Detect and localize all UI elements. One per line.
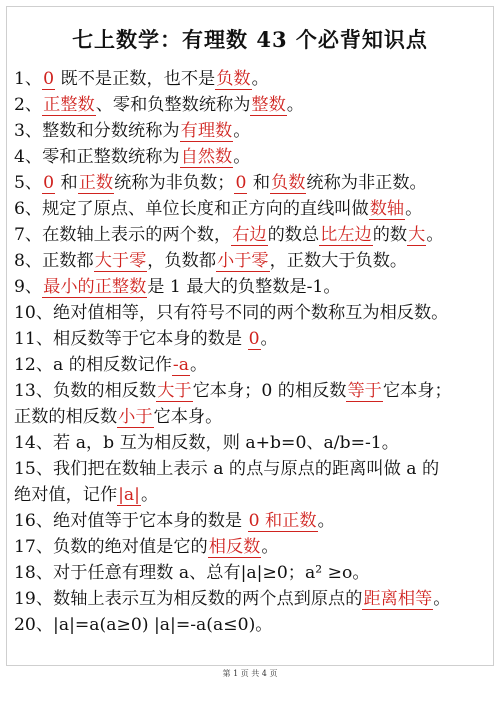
item-text: 12、a 的相反数记作 xyxy=(14,355,172,375)
item-text: 2、 xyxy=(14,95,43,115)
page-title: 七上数学：有理数 43 个必背知识点 xyxy=(72,27,428,52)
answer-blank: 比左边 xyxy=(320,225,372,245)
item-text: 20、|a|=a(a≥0) |a|=-a(a≤0)。 xyxy=(14,615,273,635)
item-text: 。 xyxy=(260,329,278,349)
list-item xyxy=(14,482,498,508)
item-text: 统称为非负数； xyxy=(114,173,235,193)
list-item xyxy=(14,378,498,404)
item-text: 。 xyxy=(405,199,423,219)
answer-blank: 大于 xyxy=(157,381,192,401)
answer-blank: 正数 xyxy=(78,173,114,193)
answer-blank: |a| xyxy=(118,485,140,505)
list-item xyxy=(14,404,498,430)
item-text: 9、 xyxy=(14,277,43,297)
item-text: 。 xyxy=(233,121,251,141)
list-item xyxy=(14,274,498,300)
item-text: 18、对于任意有理数 a、总有|a|≥0；a² ≥o。 xyxy=(14,563,370,583)
answer-blank: 0 xyxy=(248,329,260,349)
list-item xyxy=(14,118,498,144)
answer-blank: 自然数 xyxy=(180,147,233,167)
item-text: 。 xyxy=(140,485,159,505)
item-text: 15、我们把在数轴上表示 a 的点与原点的距离叫做 a 的 xyxy=(14,459,440,479)
answer-blank: 相反数 xyxy=(208,537,261,557)
item-text: 和 xyxy=(55,173,78,193)
item-text: 7、在数轴上表示的两个数， xyxy=(14,225,232,245)
item-text: ，负数都 xyxy=(147,251,217,271)
item-text: 10、绝对值相等，只有符号不同的两个数称互为相反数。 xyxy=(14,303,449,323)
item-text: ，正数大于负数。 xyxy=(269,251,408,271)
item-text: 。 xyxy=(233,147,251,167)
list-item xyxy=(14,248,498,274)
list-item xyxy=(14,92,498,118)
item-text: 它本身。 xyxy=(153,407,223,427)
answer-blank: 距离相等 xyxy=(363,589,433,609)
item-text: 19、数轴上表示互为相反数的两个点到原点的 xyxy=(14,589,363,609)
answer-blank: 右边 xyxy=(232,225,267,245)
list-item xyxy=(14,508,498,534)
answer-blank: 最小的正整数 xyxy=(43,277,147,297)
knowledge-list xyxy=(14,66,498,638)
answer-blank: 大 xyxy=(408,225,426,245)
list-item xyxy=(14,560,498,586)
list-item xyxy=(14,170,498,196)
answer-blank: 正整数 xyxy=(43,95,95,115)
answer-blank: 负数 xyxy=(271,173,306,193)
answer-blank: 0 xyxy=(43,69,55,89)
answer-blank: 0 和正数 xyxy=(248,511,317,531)
item-text: 5、 xyxy=(14,173,43,193)
answer-blank: 小于 xyxy=(118,407,153,427)
item-text: 1、 xyxy=(14,69,43,89)
list-item xyxy=(14,456,498,482)
item-text: 统称为非正数。 xyxy=(306,173,427,193)
item-text: 。 xyxy=(261,537,279,557)
item-text: 3、整数和分数统称为 xyxy=(14,121,180,141)
item-text: 它本身；0 的相反数 xyxy=(192,381,347,401)
answer-blank: 数轴 xyxy=(369,199,405,219)
answer-blank: 等于 xyxy=(347,381,382,401)
list-item xyxy=(14,534,498,560)
item-text: 。 xyxy=(433,589,451,609)
list-item xyxy=(14,222,498,248)
item-text: 、零和负整数统称为 xyxy=(95,95,251,115)
item-text: 的数总 xyxy=(267,225,320,245)
answer-blank: 整数 xyxy=(251,95,286,115)
list-item xyxy=(14,144,498,170)
item-text: 。 xyxy=(426,225,444,245)
item-text: 既不是正数，也不是 xyxy=(55,69,216,89)
item-text: 正数的相反数 xyxy=(14,407,118,427)
list-item xyxy=(14,326,498,352)
list-item xyxy=(14,66,498,92)
list-item xyxy=(14,300,498,326)
answer-blank: 大于零 xyxy=(94,251,147,271)
list-item xyxy=(14,352,498,378)
item-text: 它本身； xyxy=(382,381,452,401)
item-text: 。 xyxy=(189,355,208,375)
answer-blank: 小于零 xyxy=(217,251,269,271)
answer-blank: 有理数 xyxy=(180,121,233,141)
item-text: 11、相反数等于它本身的数是 xyxy=(14,329,248,349)
item-text: 的数 xyxy=(372,225,408,245)
item-text: 13、负数的相反数 xyxy=(14,381,157,401)
item-text: 17、负数的绝对值是它的 xyxy=(14,537,208,557)
item-text: 。 xyxy=(317,511,335,531)
list-item xyxy=(14,430,498,456)
item-text: 和 xyxy=(247,173,271,193)
item-text: 8、正数都 xyxy=(14,251,94,271)
item-text: 。 xyxy=(286,95,304,115)
item-text: 16、绝对值等于它本身的数是 xyxy=(14,511,248,531)
answer-blank: 负数 xyxy=(216,69,251,89)
answer-blank: 0 xyxy=(43,173,55,193)
list-item xyxy=(14,586,498,612)
item-text: 是 1 最大的负整数是-1。 xyxy=(147,277,341,297)
page-footer: 第 1 页 共 4 页 xyxy=(222,669,278,678)
answer-blank: -a xyxy=(172,355,189,375)
item-text: 4、零和正整数统称为 xyxy=(14,147,180,167)
item-text: 14、若 a，b 互为相反数，则 a+b=0、a/b=-1。 xyxy=(14,433,399,453)
item-text: 。 xyxy=(251,69,269,89)
item-text: 6、规定了原点、单位长度和正方向的直线叫做 xyxy=(14,199,369,219)
answer-blank: 0 xyxy=(235,173,247,193)
item-text: 绝对值，记作 xyxy=(14,485,118,505)
list-item xyxy=(14,612,498,638)
list-item xyxy=(14,196,498,222)
